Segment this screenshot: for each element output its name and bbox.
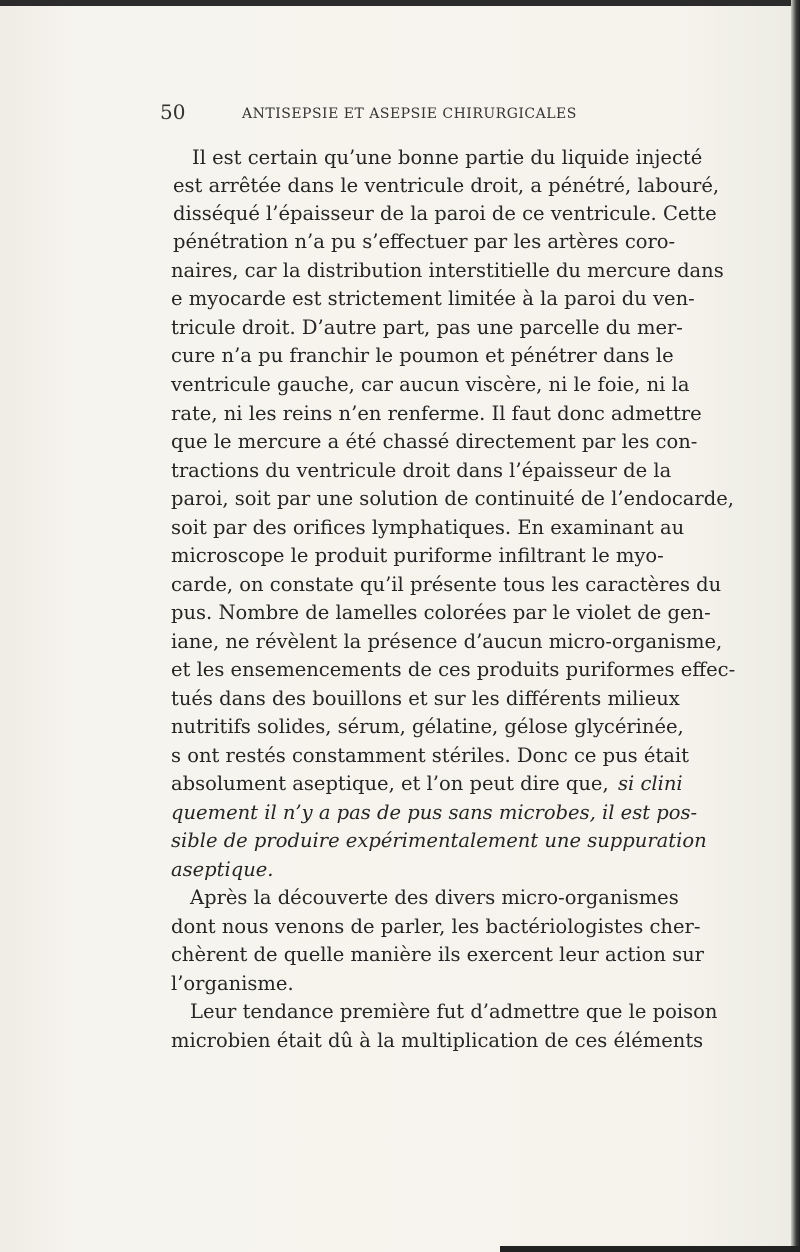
page-number: 50 xyxy=(160,100,186,124)
text-line: et les ensemencements de ces produits puriformes effec- xyxy=(171,658,736,681)
text-line: s ont restés constamment stériles. Donc ce pus était xyxy=(171,744,689,767)
text-line: tricule droit. D’autre part, pas une parcelle du mer- xyxy=(171,316,683,339)
text-line: carde, on constate qu’il présente tous les caractères du xyxy=(171,573,722,596)
text-line: absolument aseptique, et l’on peut dire que, xyxy=(171,772,609,795)
text-line: iane, ne révèlent la présence d’aucun micro-organisme, xyxy=(171,630,723,653)
text-line: chèrent de quelle manière ils exercent leur action sur xyxy=(171,943,704,966)
text-line: e myocarde est strictement limitée à la paroi du ven- xyxy=(171,287,695,310)
text-line: est arrêtée dans le ventricule droit, a pénétré, labouré, xyxy=(173,174,720,197)
text-line: ventricule gauche, car aucun viscère, ni le foie, ni la xyxy=(171,373,690,396)
text-line: nutritifs solides, sérum, gélatine, gélose glycérinée, xyxy=(171,715,684,738)
text-line: tués dans des bouillons et sur les différents milieux xyxy=(171,687,680,710)
text-line: naires, car la distribution interstitielle du mercure dans xyxy=(171,259,724,282)
text-line: paroi, soit par une solution de continuité de l’endocarde, xyxy=(171,487,734,510)
text-line: microbien était dû à la multiplication de ces éléments xyxy=(171,1029,704,1052)
text-line: Leur tendance première fut d’admettre que le poison xyxy=(190,1000,718,1023)
text-line: tractions du ventricule droit dans l’épaisseur de la xyxy=(171,459,672,482)
top-edge-shadow xyxy=(0,0,800,6)
bottom-edge-shadow xyxy=(500,1246,800,1252)
text-line-italic: aseptique. xyxy=(171,858,274,881)
text-line: pus. Nombre de lamelles colorées par le violet de gen- xyxy=(171,601,711,624)
page-edge-binding xyxy=(791,0,800,1252)
running-title: ANTISEPSIE ET ASEPSIE CHIRURGICALES xyxy=(242,106,577,122)
text-line: disséqué l’épaisseur de la paroi de ce ventricule. Cette xyxy=(173,202,717,225)
page-header xyxy=(160,100,760,132)
text-line-italic: quement il n’y a pas de pus sans microbes, il est pos- xyxy=(171,801,698,824)
text-line: l’organisme. xyxy=(171,972,294,995)
text-line: Il est certain qu’une bonne partie du liquide injecté xyxy=(192,146,703,169)
text-line: dont nous venons de parler, les bactériologistes cher- xyxy=(171,915,701,938)
text-line: cure n’a pu franchir le poumon et pénétrer dans le xyxy=(171,344,674,367)
text-line: microscope le produit puriforme infiltrant le myo- xyxy=(171,544,664,567)
text-line: que le mercure a été chassé directement par les con- xyxy=(171,430,698,453)
text-line-italic: sible de produire expérimentalement une suppuration xyxy=(171,829,707,852)
text-line-italic: si clini xyxy=(618,772,683,795)
text-line: rate, ni les reins n’en renferme. Il faut donc admettre xyxy=(171,402,702,425)
text-line: soit par des orifices lymphatiques. En examinant au xyxy=(171,516,685,539)
text-line: Après la découverte des divers micro-organismes xyxy=(190,886,679,909)
text-line: pénétration n’a pu s’effectuer par les artères coro- xyxy=(173,230,676,253)
